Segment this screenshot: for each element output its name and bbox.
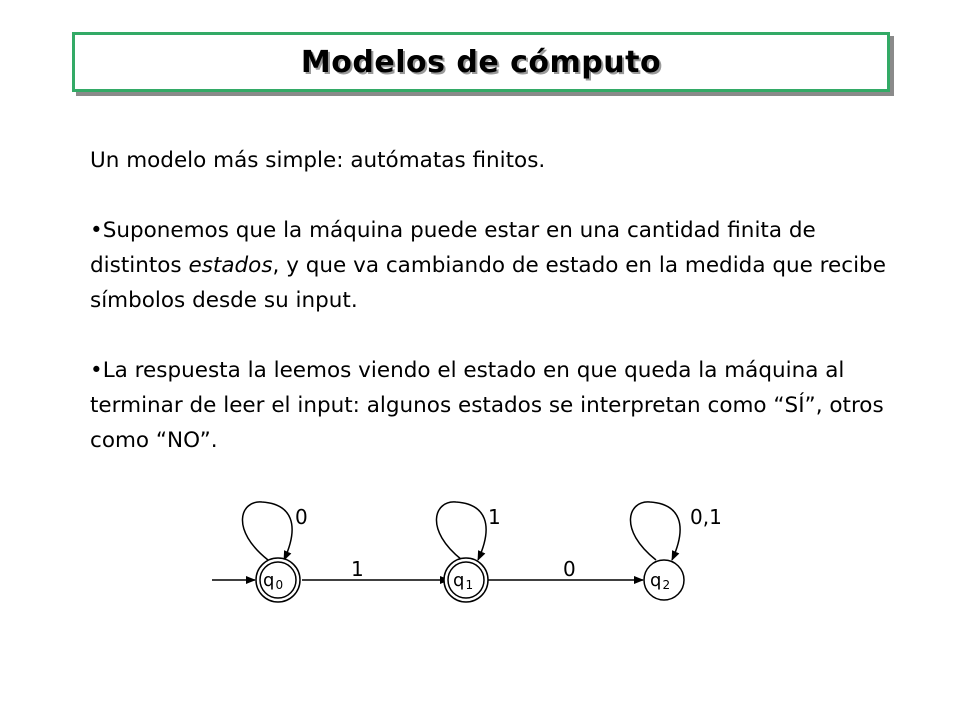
transition-q1-q2-label: 0: [563, 557, 576, 581]
state-q2-label: q2: [650, 570, 671, 592]
loop-q1-label: 1: [488, 505, 501, 529]
bullet-1-text-after: , y que va cambiando de estado en la medida que recibe símbolos desde su input.: [90, 253, 886, 313]
state-q1-label: q1: [453, 570, 474, 592]
bullet-1-emphasis: estados: [188, 253, 273, 278]
loop-q2-label: 0,1: [690, 505, 722, 529]
self-loop-q0: [242, 502, 292, 560]
bullet-2-text: La respuesta la leemos viendo el estado en que queda la máquina al terminar de leer el input: algunos estados se interpretan como “SÍ”, otros como “NO”.: [90, 358, 884, 453]
slide-title: Modelos de cómputo: [300, 44, 662, 80]
bullet-1-marker: •: [90, 218, 103, 243]
self-loop-q2: [630, 502, 680, 560]
bullet-1-text-before: Suponemos que la máquina puede estar en una cantidad finita de distintos: [90, 218, 816, 278]
state-q2: [644, 560, 684, 600]
loop-q0-label: 0: [295, 505, 308, 529]
intro-line: Un modelo más simple: autómatas finitos.: [90, 148, 546, 173]
state-q1: [444, 558, 488, 602]
bullet-2-marker: •: [90, 358, 103, 383]
self-loop-q1: [436, 502, 486, 560]
state-q0: [256, 558, 300, 602]
transition-q0-q1-label: 1: [351, 557, 364, 581]
state-q0-label: q0: [263, 570, 284, 592]
